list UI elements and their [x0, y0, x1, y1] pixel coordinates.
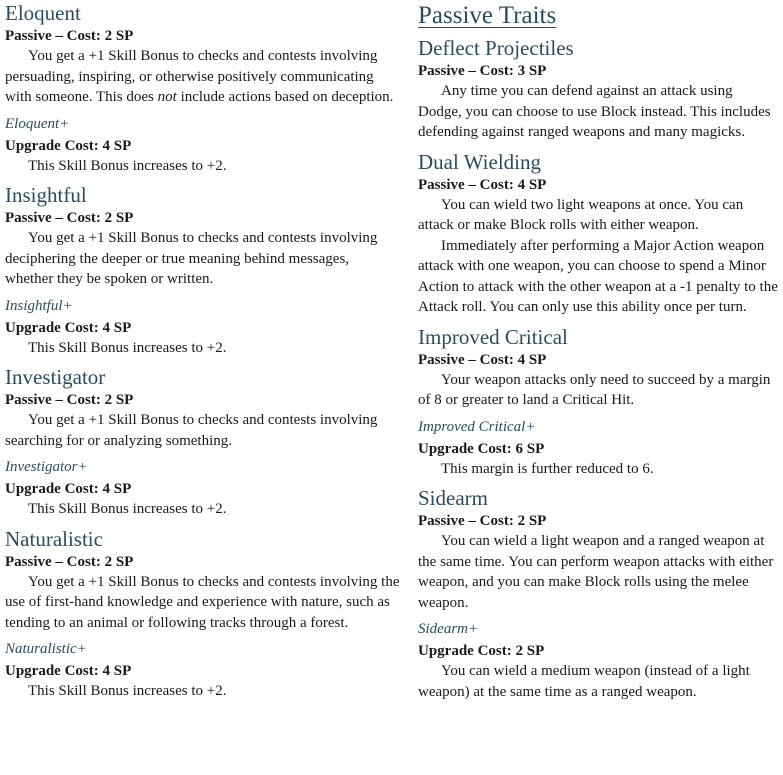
trait-description: You get a +1 Skill Bonus to checks and contests involving deciphering the deeper or true meaning behind messages, whether they be spoken or written. — [5, 230, 378, 287]
upgrade-cost: Upgrade Cost: 4 SP — [5, 137, 132, 154]
section-title: Passive Traits — [418, 2, 557, 29]
trait-cost: Passive – Cost: 2 SP — [5, 553, 134, 570]
emphasis-not: not — [157, 89, 177, 105]
upgrade-name: Investigator+ — [5, 459, 88, 475]
upgrade-name: Improved Critical+ — [418, 418, 536, 435]
trait-description: You get a +1 Skill Bonus to checks and contests involving persuading, inspiring, or otherwise positively communicating with someone. This does not include actions based on deception. — [5, 48, 394, 105]
trait-name: Insightful — [5, 183, 87, 207]
trait-description: You get a +1 Skill Bonus to checks and contests involving searching for or analyzing something. — [5, 412, 378, 449]
trait-name: Eloquent — [5, 1, 81, 25]
trait-name: Improved Critical — [418, 324, 568, 349]
trait-description: You can wield two light weapons at once. You can attack or make Block rolls with either weapon. — [418, 196, 744, 233]
trait-cost: Passive – Cost: 3 SP — [418, 63, 547, 79]
trait-deflect-projectiles — [418, 35, 780, 143]
upgrade-description: This margin is further reduced to 6. — [441, 460, 654, 477]
trait-naturalistic — [5, 526, 400, 702]
trait-sidearm — [418, 485, 780, 702]
trait-description: Your weapon attacks only need to succeed by a margin of 8 or greater to land a Critical Hit. — [418, 371, 771, 408]
trait-improved-critical — [418, 324, 780, 480]
upgrade-cost: Upgrade Cost: 2 SP — [418, 643, 545, 659]
upgrade-name: Insightful+ — [5, 297, 73, 314]
trait-description: Any time you can defend against an attack using Dodge, you can choose to use Block instead. This includes defending against ranged weapons and many magicks. — [418, 83, 771, 140]
upgrade-name: Sidearm+ — [418, 621, 479, 637]
upgrade-name: Naturalistic+ — [5, 641, 87, 657]
upgrade-cost: Upgrade Cost: 4 SP — [5, 319, 132, 336]
trait-name: Sidearm — [418, 486, 488, 510]
right-column — [418, 0, 780, 702]
trait-name: Deflect Projectiles — [418, 36, 574, 60]
trait-cost: Passive – Cost: 2 SP — [5, 28, 134, 44]
upgrade-name: Eloquent+ — [5, 115, 70, 132]
upgrade-description: This Skill Bonus increases to +2. — [28, 339, 227, 356]
upgrade-description: This Skill Bonus increases to +2. — [28, 501, 227, 517]
upgrade-description: This Skill Bonus increases to +2. — [28, 157, 227, 174]
trait-name: Investigator — [5, 365, 106, 389]
trait-cost: Passive – Cost: 4 SP — [418, 176, 547, 193]
trait-cost: Passive – Cost: 4 SP — [418, 351, 547, 368]
trait-name: Naturalistic — [5, 526, 103, 551]
trait-eloquent — [5, 0, 400, 176]
trait-dual-wielding — [418, 149, 780, 318]
trait-insightful — [5, 182, 400, 358]
upgrade-cost: Upgrade Cost: 6 SP — [418, 440, 545, 457]
trait-description: You can wield a light weapon and a ranged weapon at the same time. You can perform weapon attacks with either weapon, and you can make Block rolls using the melee weapon. — [418, 533, 774, 611]
upgrade-description: You can wield a medium weapon (instead of a light weapon) at the same time as a ranged weapon. — [418, 663, 750, 700]
trait-cost: Passive – Cost: 2 SP — [5, 210, 134, 226]
trait-cost: Passive – Cost: 2 SP — [418, 513, 547, 529]
trait-description: You get a +1 Skill Bonus to checks and contests involving the use of first-hand knowledge and experience with nature, such as tending to an animal or following tracks through a forest. — [5, 573, 400, 631]
left-column — [5, 0, 400, 702]
upgrade-description: This Skill Bonus increases to +2. — [28, 683, 227, 699]
trait-name: Dual Wielding — [418, 149, 541, 174]
upgrade-cost: Upgrade Cost: 4 SP — [5, 481, 132, 497]
trait-cost: Passive – Cost: 2 SP — [5, 392, 134, 408]
trait-description: Immediately after performing a Major Action weapon attack with one weapon, you can choose to spend a Minor Action to attack with the other weapon at a -1 penalty to the Attack roll. You can only use this ability once per turn. — [418, 237, 778, 315]
upgrade-cost: Upgrade Cost: 4 SP — [5, 663, 132, 679]
trait-investigator — [5, 364, 400, 520]
